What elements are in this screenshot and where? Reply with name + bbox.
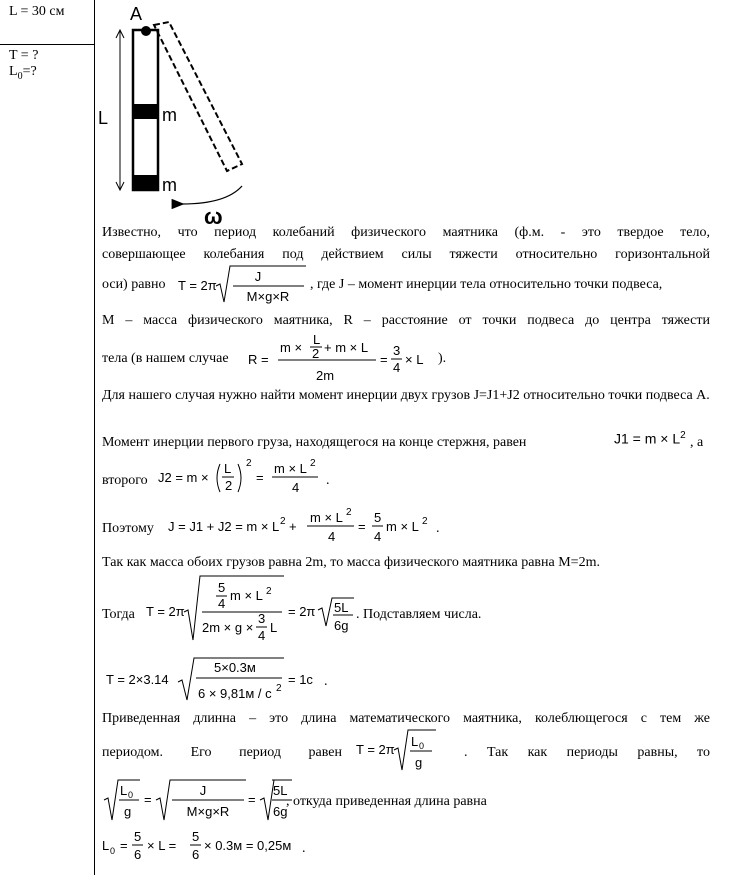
mass-upper-label: m [162,105,177,125]
svg-text:5: 5 [134,829,142,844]
text-line-p1-2: совершающее колебания под действием силы тяжести относительно горизонтальной [102,247,710,262]
text-line-p1-3-pre: оси) равно [102,277,166,292]
text-paragraph-2: Для нашего случая нужно найти момент инерции двух грузов J=J1+J2 относительно точки подвеса A. [102,388,710,403]
svg-text:=: = [144,792,152,807]
svg-text:+: + [289,519,297,534]
svg-text:5: 5 [374,510,382,525]
svg-text:g: g [415,755,423,770]
svg-text:4: 4 [292,480,300,495]
formula-math-pendulum [356,726,456,774]
svg-text:J2 = m ×: J2 = m × [158,470,209,485]
given-divider-horizontal [0,44,95,45]
svg-text:= 1с: = 1с [288,672,313,687]
formula-total-inertia [168,504,438,554]
svg-text:6g: 6g [273,804,288,819]
svg-text:5: 5 [192,829,200,844]
formula-period-numeric [104,654,324,704]
svg-text:J: J [254,269,262,284]
text-paragraph-5: Так как масса обоих грузов равна 2m, то масса физического маятника равна M=2m. [102,555,600,570]
deflected-rod [154,22,242,171]
formula-j2 [158,452,338,502]
svg-text:M×g×R: M×g×R [186,804,230,819]
text-line-p9-post: , откуда приведенная длина равна [286,794,487,809]
text-line-p6-pre: Тогда [102,607,135,622]
svg-text:6g: 6g [334,618,349,633]
svg-text:J: J [199,783,207,798]
svg-text:L: L [224,461,232,476]
svg-text:m × L: m × L [230,588,263,603]
given-divider-vertical [94,0,95,875]
svg-text:× L =: × L = [147,838,177,853]
svg-text:=: = [380,352,388,367]
svg-text:M×g×R: M×g×R [246,289,290,304]
svg-text:2: 2 [346,507,352,518]
given-known: L = 30 см [9,4,65,19]
svg-text:L: L [270,620,278,635]
svg-text:= 2π: = 2π [288,604,316,619]
rotation-arrow [182,186,242,204]
svg-text:R =: R = [248,352,269,367]
svg-text:T = 2×3.14: T = 2×3.14 [106,672,169,687]
svg-text:4: 4 [374,529,382,544]
svg-text:5L: 5L [273,783,288,798]
formula-radius [248,334,438,390]
text-line-p8-1: Приведенная длинна – это длина математического маятника, колеблющегося с тем же [102,711,710,726]
pivot-point [141,26,151,36]
text-line-p1-3-post: , где J – момент инерции тела относительно точки подвеса, [310,277,663,292]
svg-text:2: 2 [310,458,316,469]
given-unknown-period: T = ? [9,48,39,63]
formula-j1: $J1 = m \times L^2$ [614,430,686,447]
svg-text:T = 2π: T = 2π [178,278,217,293]
svg-text:J = J1 + J2 = m × L: J = J1 + J2 = m × L [168,519,280,534]
text-line-p8-2-post: . Так как периоды равны, то [464,745,710,760]
svg-text:2: 2 [312,346,320,361]
text-line-p4-pre: Поэтому [102,521,154,536]
svg-text:0: 0 [128,790,134,800]
text-line-p1-4: M – масса физического маятника, R – расстояние от точки подвеса до центра тяжести [102,313,710,328]
text-line-p1-5-pre: тела (в нашем случае [102,351,229,366]
mass-lower [133,175,158,190]
formula-length-equality [102,774,286,830]
svg-text:=: = [358,519,366,534]
svg-text:2m: 2m [316,368,335,383]
svg-text:6 × 9,81м / с: 6 × 9,81м / с [198,686,272,701]
text-line-p6-post: . Подставляем числа. [356,607,482,622]
svg-text:0: 0 [419,741,425,751]
svg-text:5×0.3м: 5×0.3м [214,660,256,675]
text-line-p8-2-pre: периодом. Его период равен [102,745,342,760]
svg-text:g: g [124,804,132,819]
omega-label: ω [204,204,223,229]
svg-text:6: 6 [134,847,142,862]
pendulum-diagram [100,0,260,228]
formula-period [178,262,308,308]
svg-text:3: 3 [258,611,266,626]
svg-text:4: 4 [393,360,401,375]
svg-text:m × L: m × L [274,461,307,476]
svg-text:+ m × L: + m × L [324,340,369,355]
svg-text:L: L [313,332,321,347]
mass-lower-label: m [162,175,177,195]
svg-text:2: 2 [276,683,282,694]
svg-text:2: 2 [225,478,233,493]
text-line-p4-post: . [436,521,440,536]
svg-text:4: 4 [218,596,226,611]
svg-text:=: = [120,838,128,853]
svg-text:=: = [256,470,264,485]
svg-text:T = 2π: T = 2π [146,604,185,619]
svg-text:2: 2 [422,516,428,527]
given-unknown-length: $L_0=$? [9,64,37,82]
formula-period-derived [146,572,358,646]
given-panel [0,0,94,875]
svg-text:6: 6 [192,847,200,862]
svg-text:2: 2 [266,586,272,597]
svg-text:3: 3 [393,343,401,358]
svg-text:L: L [102,838,110,853]
svg-text:0: 0 [110,846,116,856]
svg-text:L: L [120,783,128,798]
svg-text:5: 5 [218,580,226,595]
text-line-p10-post: . [302,841,306,856]
length-label: L [98,108,109,128]
text-line-p3b-post: . [326,473,330,488]
svg-text:m ×: m × [280,340,303,355]
mass-upper [133,104,158,119]
svg-text:2m × g ×: 2m × g × [202,620,254,635]
text-line-p1-5-post: ). [438,351,447,366]
svg-text:2: 2 [246,458,252,469]
svg-text:4: 4 [258,628,266,643]
text-line-p3-pre: Момент инерции первого груза, находящегося на конце стержня, равен [102,435,527,450]
text-line-p3b-pre: второго [102,473,148,488]
pivot-label: A [130,4,143,24]
text-line-p1-1: Известно, что период колебаний физического маятника (ф.м. - это твердое тело, [102,225,710,240]
text-line-p3-post: , а [690,435,704,450]
svg-text:4: 4 [328,529,336,544]
svg-text:=: = [248,792,256,807]
svg-text:× L: × L [405,352,424,367]
svg-text:5L: 5L [334,600,349,615]
svg-text:L: L [411,734,419,749]
formula-reduced-length [102,826,322,870]
text-line-p7-post: . [324,674,328,689]
svg-text:m × L: m × L [386,519,419,534]
svg-text:T = 2π: T = 2π [356,742,395,757]
svg-text:2: 2 [280,516,286,527]
svg-text:m × L: m × L [310,510,343,525]
svg-text:× 0.3м = 0,25м: × 0.3м = 0,25м [204,838,292,853]
